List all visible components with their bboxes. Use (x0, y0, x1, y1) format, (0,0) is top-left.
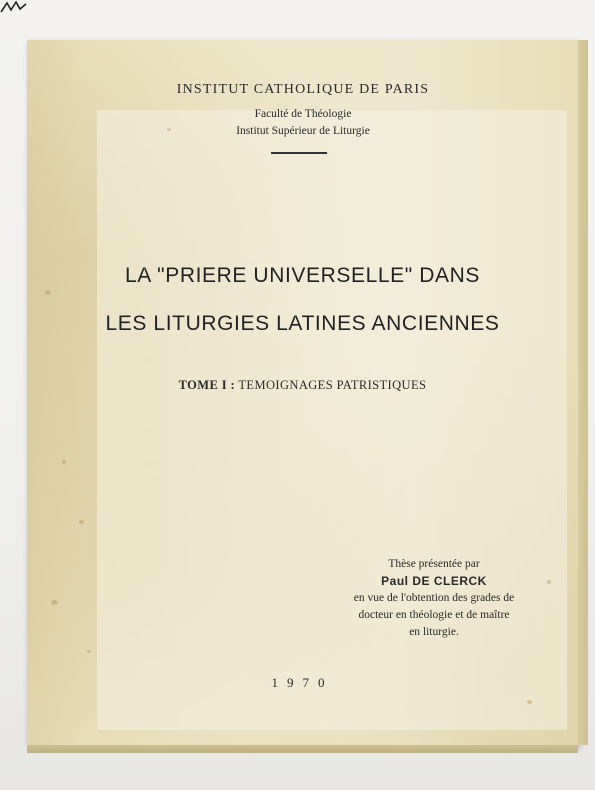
author-name: Paul DE CLERCK (381, 574, 487, 588)
foxing-spot (527, 700, 532, 704)
title-line-2: LES LITURGIES LATINES ANCIENNES (105, 312, 500, 335)
book-cover (27, 40, 578, 745)
thesis-line-purpose: en vue de l'obtention des grades de (353, 592, 515, 604)
foxing-spot (62, 460, 66, 464)
foxing-spot (45, 290, 51, 295)
book-page-edge-bottom (27, 745, 578, 753)
header-divider (271, 152, 327, 154)
thesis-line-degree: docteur en théologie et de maître (358, 609, 510, 621)
faculty-name: Faculté de Théologie (254, 108, 352, 120)
publication-year: 1970 (271, 675, 334, 690)
foxing-spot (79, 520, 84, 524)
tome-heading (27, 378, 578, 393)
thesis-statement (319, 556, 549, 641)
sub-institute-name: Institut Supérieur de Liturgie (236, 125, 370, 137)
thesis-line-presented: Thèse présentée par (388, 558, 480, 570)
foxing-spot (51, 600, 58, 605)
thesis-line-liturgy: en liturgie. (409, 626, 459, 638)
corner-ink-mark (0, 0, 30, 16)
foxing-spot (87, 650, 91, 653)
title-line-1: LA "PRIERE UNIVERSELLE" DANS (125, 264, 480, 287)
institute-name: INSTITUT CATHOLIQUE DE PARIS (176, 82, 430, 97)
tome-subtitle: TEMOIGNAGES PATRISTIQUES (238, 378, 427, 392)
book-page-edge-right (578, 40, 588, 745)
tome-label: TOME I : (178, 378, 236, 392)
